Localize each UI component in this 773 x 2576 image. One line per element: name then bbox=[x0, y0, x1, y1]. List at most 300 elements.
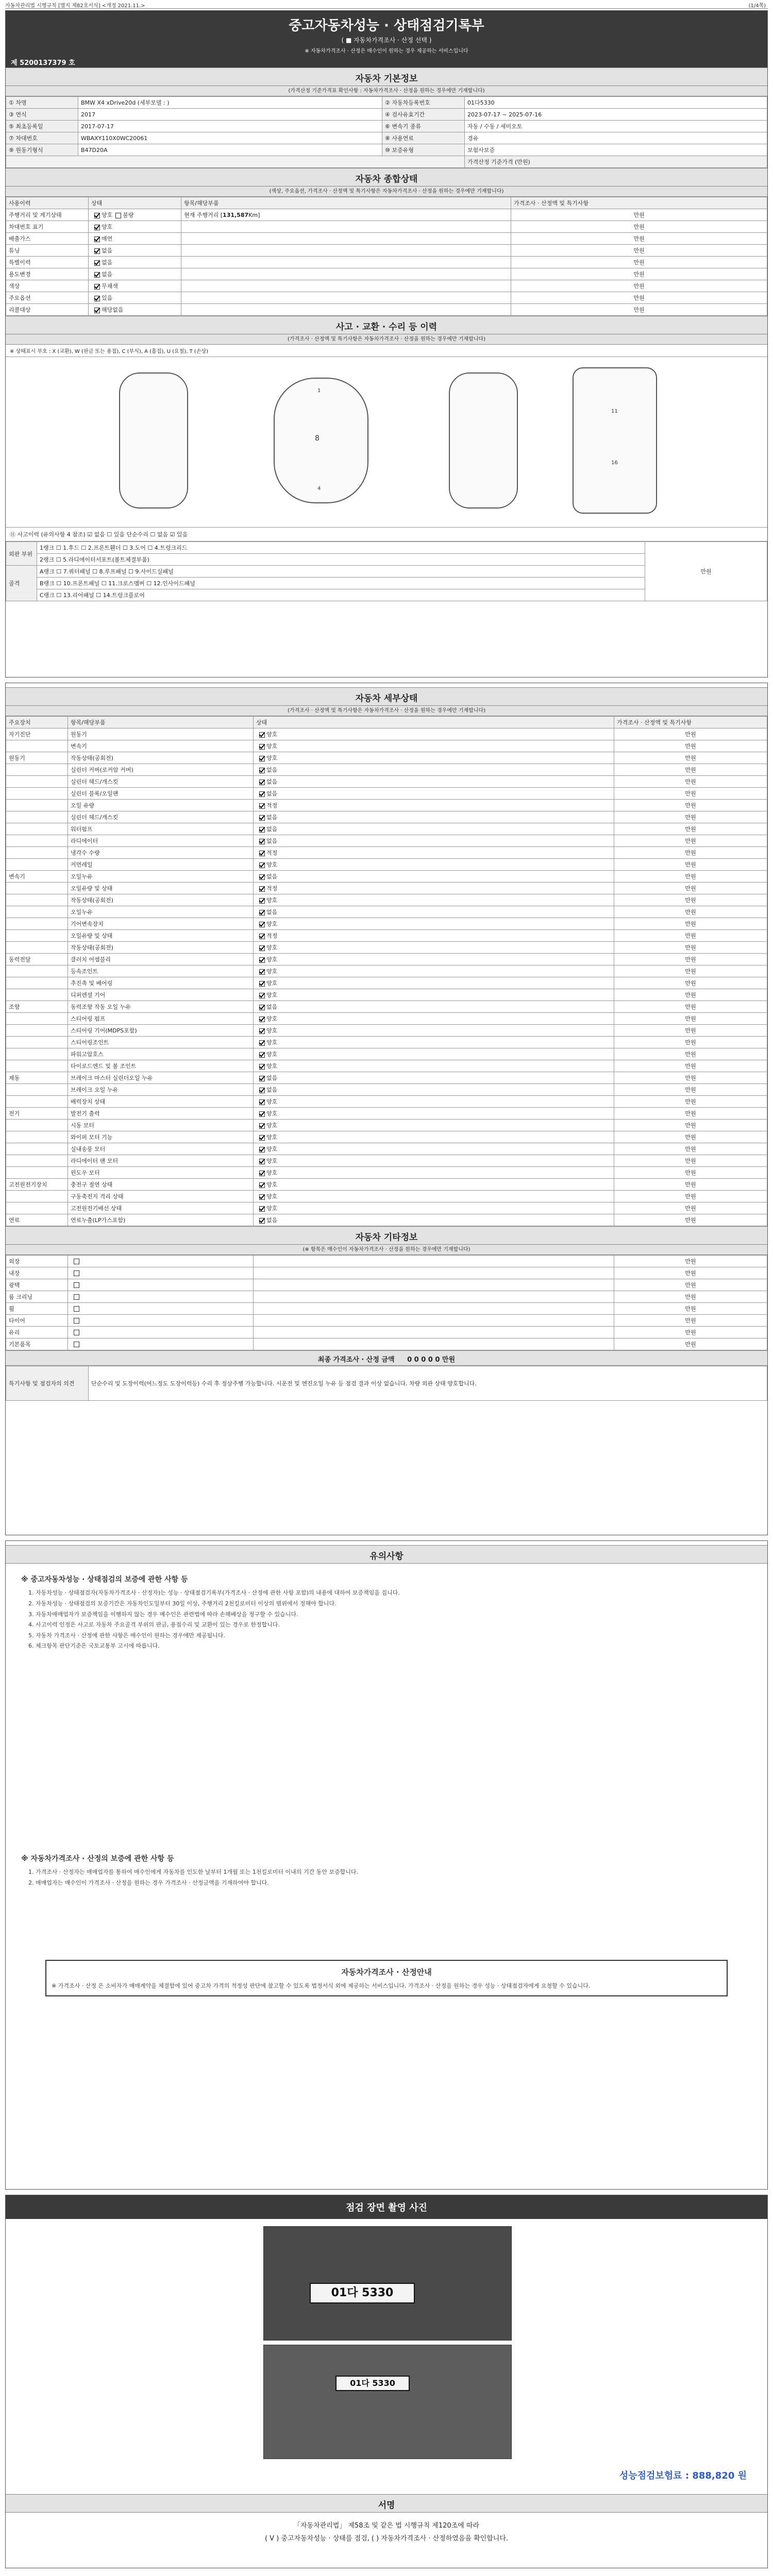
part-cell: 오일유량 및 상태 bbox=[68, 883, 254, 894]
status-cell bbox=[254, 1060, 614, 1072]
status-value: 적정 bbox=[266, 885, 278, 892]
status-cell bbox=[254, 728, 614, 740]
checkbox[interactable] bbox=[259, 945, 265, 951]
status-cell bbox=[254, 942, 614, 954]
device-cell bbox=[6, 1167, 68, 1179]
device-cell bbox=[6, 835, 68, 847]
checkbox[interactable] bbox=[94, 308, 100, 313]
price-cell: 만원 bbox=[614, 918, 767, 930]
table-row bbox=[6, 1025, 767, 1037]
status-value: 양호 bbox=[266, 968, 278, 975]
mileage-cell: 현재 주행거리 [131,587Km] bbox=[181, 209, 511, 221]
price-cell: 만원 bbox=[511, 245, 767, 257]
status-cell bbox=[254, 883, 614, 894]
price-value: 888,820 원 bbox=[692, 2470, 747, 2481]
service-note: ※ 자동차가격조사 · 산정은 매수인이 원하는 경우 제공하는 서비스입니다 bbox=[305, 48, 468, 54]
status-value: 양호 bbox=[266, 1051, 278, 1058]
cell-value: 01다5330 bbox=[465, 97, 767, 109]
table-row bbox=[6, 1131, 767, 1143]
table-row bbox=[6, 1096, 767, 1108]
price-cell: 만원 bbox=[614, 1013, 767, 1025]
status-value: 양호 bbox=[266, 861, 278, 868]
accident-history-heading: 사고 · 교환 · 수리 등 이력 bbox=[6, 316, 767, 334]
status-value: 양호 bbox=[266, 921, 278, 927]
checkbox[interactable] bbox=[259, 874, 265, 880]
checkbox[interactable] bbox=[94, 213, 100, 218]
column-header: 가격조사 · 산정액 및 특기사항 bbox=[511, 197, 767, 209]
device-cell: 제동 bbox=[6, 1072, 68, 1084]
part-cell: 커먼레일 bbox=[68, 859, 254, 871]
checkbox[interactable] bbox=[259, 1135, 265, 1141]
checkbox[interactable] bbox=[74, 1282, 79, 1288]
notes-paragraph: 2. 매매업자는 매수인이 가격조사 · 산정을 원하는 경우 가격조사 · 산정금액을 기재하여야 합니다. bbox=[28, 1879, 269, 1886]
checkbox[interactable] bbox=[94, 272, 100, 278]
column-header: 상태 bbox=[254, 717, 614, 728]
status-value: 양호 bbox=[266, 1181, 278, 1188]
table-row bbox=[6, 1366, 767, 1401]
status-value: 없음 bbox=[266, 909, 278, 916]
table-row bbox=[6, 280, 767, 292]
checkbox[interactable] bbox=[74, 1270, 79, 1276]
status-cell: 매연 bbox=[89, 233, 181, 245]
checkbox[interactable] bbox=[259, 1171, 265, 1176]
device-cell bbox=[6, 977, 68, 989]
checkbox[interactable] bbox=[259, 1099, 265, 1105]
price-cell: 만원 bbox=[511, 209, 767, 221]
checkbox[interactable] bbox=[74, 1259, 79, 1264]
price-cell: 만원 bbox=[614, 740, 767, 752]
device-cell bbox=[6, 942, 68, 954]
insurance-price bbox=[619, 2468, 747, 2482]
cell-value: WBAXY110X0WC20061 bbox=[78, 132, 382, 144]
part-cell: 변속기 bbox=[68, 740, 254, 752]
part-cell: 원동기 bbox=[68, 728, 254, 740]
table-row bbox=[6, 1256, 767, 1267]
item-label: 용도변경 bbox=[6, 268, 89, 280]
page-count: (1/4쪽) bbox=[748, 3, 766, 9]
checkbox[interactable] bbox=[259, 1159, 265, 1164]
price-cell: 만원 bbox=[614, 906, 767, 918]
status-cell bbox=[254, 1084, 614, 1096]
part-cell: 오일누유 bbox=[68, 906, 254, 918]
checkbox[interactable] bbox=[74, 1330, 79, 1335]
status-cell: 있음 bbox=[89, 292, 181, 304]
price-cell: 만원 bbox=[511, 292, 767, 304]
price-label: 성능점검보험료 : bbox=[619, 2470, 690, 2481]
table-row bbox=[6, 1072, 767, 1084]
item-label: 주행거리 및 계기상태 bbox=[6, 209, 89, 221]
checkbox[interactable] bbox=[259, 1123, 265, 1129]
part-cell: 배력장치 상태 bbox=[68, 1096, 254, 1108]
checkbox[interactable] bbox=[259, 1147, 265, 1153]
status-cell bbox=[254, 823, 614, 835]
checkbox[interactable] bbox=[259, 1040, 265, 1046]
table-row bbox=[6, 144, 767, 156]
price-cell: 만원 bbox=[614, 1143, 767, 1155]
car-right-side bbox=[449, 372, 518, 509]
part-cell: 워터펌프 bbox=[68, 823, 254, 835]
price-cell: 만원 bbox=[614, 764, 767, 776]
price-cell: 만원 bbox=[614, 859, 767, 871]
checkbox[interactable] bbox=[259, 1028, 265, 1034]
status-value: 양호 bbox=[266, 1110, 278, 1117]
status-value: 양호 bbox=[266, 1063, 278, 1070]
status-cell bbox=[254, 740, 614, 752]
table-row bbox=[6, 728, 767, 740]
part-cell: 기어변속장치 bbox=[68, 918, 254, 930]
checkbox[interactable] bbox=[259, 803, 265, 809]
overall-status-heading: 자동차 종합상태 bbox=[6, 168, 767, 187]
checkbox[interactable] bbox=[259, 1005, 265, 1010]
car-frame-view bbox=[573, 367, 657, 514]
price-cell: 만원 bbox=[614, 1072, 767, 1084]
overall-status-table bbox=[6, 197, 767, 316]
etc-status-cell bbox=[68, 1315, 254, 1327]
device-cell bbox=[6, 1084, 68, 1096]
item-label: 차대번호 표기 bbox=[6, 221, 89, 233]
table-row bbox=[6, 1338, 767, 1350]
status-value: 없음 bbox=[266, 838, 278, 844]
status-value: 양호 bbox=[266, 992, 278, 998]
item-detail bbox=[181, 245, 511, 257]
price-cell: 만원 bbox=[614, 1048, 767, 1060]
device-cell: 자기진단 bbox=[6, 728, 68, 740]
checkbox[interactable] bbox=[94, 284, 100, 290]
part-cell: 와이퍼 모터 기능 bbox=[68, 1131, 254, 1143]
checkbox[interactable] bbox=[74, 1318, 79, 1324]
table-row bbox=[6, 156, 767, 168]
cell-label: ① 차명 bbox=[6, 97, 78, 109]
device-cell bbox=[6, 1155, 68, 1167]
item-detail bbox=[181, 268, 511, 280]
table-row bbox=[6, 245, 767, 257]
item-detail bbox=[181, 221, 511, 233]
checkbox[interactable] bbox=[259, 839, 265, 844]
checkbox[interactable] bbox=[259, 969, 265, 975]
page-2 bbox=[5, 683, 768, 1535]
status-value: 양호 bbox=[266, 956, 278, 963]
price-cell: 만원 bbox=[614, 1096, 767, 1108]
checkbox[interactable] bbox=[259, 1016, 265, 1022]
etc-info-heading: 자동차 기타정보 bbox=[6, 1226, 767, 1245]
price-cell: 만원 bbox=[614, 1202, 767, 1214]
table-row bbox=[6, 121, 767, 132]
column-header: 가격조사 · 산정액 및 특기사항 bbox=[614, 717, 767, 728]
checkbox[interactable] bbox=[94, 296, 100, 301]
inspection-photo-rear bbox=[263, 2345, 512, 2459]
status-value: 양호 bbox=[266, 1146, 278, 1153]
status-cell bbox=[254, 1001, 614, 1013]
accident-summary: ⑪ 사고이력 (유의사항 4 참조) ☑ 없음 ☐ 있음 단순수리 ☐ 없음 ☑ 있음 bbox=[6, 528, 767, 541]
status-cell bbox=[254, 800, 614, 811]
device-cell bbox=[6, 1096, 68, 1108]
price-cell: 만원 bbox=[511, 304, 767, 316]
table-row bbox=[6, 906, 767, 918]
checkbox[interactable] bbox=[74, 1306, 79, 1312]
part-cell: 실내송풍 모터 bbox=[68, 1143, 254, 1155]
etc-detail-cell bbox=[254, 1279, 614, 1291]
notes-paragraph: 5. 자동차 가격조사 · 산정에 관한 사항은 매수인이 원하는 경우에만 제공됩니다. bbox=[28, 1632, 225, 1639]
checkbox[interactable] bbox=[259, 1111, 265, 1117]
device-cell: 조향 bbox=[6, 1001, 68, 1013]
row-header: 골격 bbox=[6, 566, 37, 601]
part-cell: 작동상태(공회전) bbox=[68, 752, 254, 764]
checkbox[interactable] bbox=[259, 1076, 265, 1081]
status-value: 양호 bbox=[266, 980, 278, 987]
price-cell: 만원 bbox=[614, 811, 767, 823]
checkbox[interactable] bbox=[259, 756, 265, 761]
checkbox[interactable] bbox=[259, 862, 265, 868]
table-row bbox=[6, 918, 767, 930]
checkbox[interactable] bbox=[259, 779, 265, 785]
checkbox[interactable] bbox=[94, 236, 100, 242]
part-cell: 타이로드엔드 및 볼 조인트 bbox=[68, 1060, 254, 1072]
checkbox[interactable] bbox=[259, 957, 265, 963]
status-cell bbox=[254, 776, 614, 788]
part-cell: 오일누유 bbox=[68, 871, 254, 883]
checkbox[interactable] bbox=[74, 1342, 79, 1347]
page-3 bbox=[5, 1540, 768, 2190]
final-price-heading bbox=[6, 1350, 767, 1366]
device-cell bbox=[6, 776, 68, 788]
checkbox[interactable] bbox=[259, 993, 265, 998]
signature-text: 「자동차관리법」 제58조 및 같은 법 시행규칙 제120조에 따라 bbox=[294, 2522, 479, 2530]
checkbox[interactable] bbox=[259, 1218, 265, 1224]
table-row bbox=[6, 847, 767, 859]
license-plate-rear: 01다 5330 bbox=[335, 2376, 410, 2391]
part-cell: 파워고압호스 bbox=[68, 1048, 254, 1060]
table-row bbox=[6, 965, 767, 977]
overall-status-note: (색상, 주요옵션, 가격조사 · 산정액 및 특기사항은 자동차가격조사 · 산정을 원하는 경우에만 기재합니다) bbox=[6, 187, 767, 197]
checkbox[interactable] bbox=[259, 910, 265, 916]
part-cell: 추진축 및 베어링 bbox=[68, 977, 254, 989]
status-value: 적정 bbox=[266, 802, 278, 809]
item-label: 특별이력 bbox=[6, 257, 89, 268]
price-cell: 만원 bbox=[614, 776, 767, 788]
device-cell bbox=[6, 800, 68, 811]
rank-row: B랭크 ☐ 10.프론트패널 ☐ 11.크로스멤버 ☐ 12.인사이드패널 bbox=[37, 578, 645, 589]
etc-item-label: 휠 bbox=[6, 1303, 68, 1315]
price-guide-title: 자동차가격조사 · 산정안내 bbox=[341, 1967, 432, 1977]
mileage-unit: Km bbox=[248, 212, 258, 218]
checkbox[interactable] bbox=[259, 922, 265, 927]
cell-label: ② 자동차등록번호 bbox=[382, 97, 465, 109]
etc-detail-cell bbox=[254, 1256, 614, 1267]
status-value: 없음 bbox=[266, 1004, 278, 1010]
price-cell: 만원 bbox=[614, 1167, 767, 1179]
table-row bbox=[6, 823, 767, 835]
item-detail bbox=[181, 304, 511, 316]
status-value: 양호 bbox=[266, 743, 278, 750]
cell-value bbox=[6, 156, 465, 168]
table-row bbox=[6, 1179, 767, 1191]
notes-section-1: ※ 중고자동차성능 · 상태점검의 보증에 관한 사항 등 bbox=[21, 1575, 188, 1584]
checkbox[interactable] bbox=[74, 1294, 79, 1300]
part-cell: 작동상태(공회전) bbox=[68, 894, 254, 906]
photo-heading: 점검 장면 촬영 사진 bbox=[6, 2195, 767, 2219]
item-label: 주요옵션 bbox=[6, 292, 89, 304]
price-cell: 만원 bbox=[614, 1001, 767, 1013]
device-cell bbox=[6, 764, 68, 776]
item-label: 색상 bbox=[6, 280, 89, 292]
checkbox[interactable] bbox=[259, 1206, 265, 1212]
part-cell: 오일유량 및 상태 bbox=[68, 930, 254, 942]
price-cell: 만원 bbox=[511, 257, 767, 268]
status-value: 없음 bbox=[266, 790, 278, 797]
status-cell: 해당없음 bbox=[89, 304, 181, 316]
etc-detail-cell bbox=[254, 1338, 614, 1350]
table-row bbox=[6, 788, 767, 800]
etc-status-cell bbox=[68, 1267, 254, 1279]
device-cell bbox=[6, 1202, 68, 1214]
cell-value: 2023-07-17 ~ 2025-07-16 bbox=[465, 109, 767, 121]
basic-info-note: (가격산정 기준가격표 확인사항 : 자동차가격조사 · 산정을 원하는 경우에만 기재합니다) bbox=[6, 86, 767, 96]
device-cell: 원동기 bbox=[6, 752, 68, 764]
detail-status-note: (가격조사 · 산정액 및 특기사항은 자동차가격조사 · 산정을 원하는 경우에만 기재합니다) bbox=[6, 706, 767, 716]
checkbox[interactable] bbox=[259, 934, 265, 939]
checkbox[interactable] bbox=[259, 1052, 265, 1058]
checkbox[interactable] bbox=[259, 732, 265, 738]
status-cell bbox=[254, 894, 614, 906]
special-notes-text: 단순수리 및 도장이력(어느정도 도장이력등) 수리 후 정상주행 가능합니다. 시운전 및 엔진오일 누유 등 점검 결과 이상 없습니다. 차량 외관 상태 양호합니다. bbox=[89, 1366, 767, 1401]
price-cell: 만원 bbox=[511, 233, 767, 245]
table-row bbox=[6, 776, 767, 788]
status-cell: 양호 불량 bbox=[89, 209, 181, 221]
checkbox[interactable] bbox=[259, 898, 265, 904]
price-cell: 만원 bbox=[614, 942, 767, 954]
checkbox[interactable] bbox=[259, 886, 265, 892]
cell-label: ⑤ 최초등록일 bbox=[6, 121, 78, 132]
table-row bbox=[6, 292, 767, 304]
rank-row: 1랭크 ☐ 1.후드 ☐ 2.프론트휀더 ☐ 3.도어 ☐ 4.트렁크리드 bbox=[37, 542, 645, 554]
table-row bbox=[6, 233, 767, 245]
cell-value: BMW X4 xDrive20d (세부모델 : ) bbox=[78, 97, 382, 109]
item-label: 튜닝 bbox=[6, 245, 89, 257]
part-cell: 동력조향 작동 오일 누유 bbox=[68, 1001, 254, 1013]
device-cell bbox=[6, 1037, 68, 1048]
part-cell: 라디에이터 bbox=[68, 835, 254, 847]
checkbox[interactable] bbox=[259, 981, 265, 987]
table-row bbox=[6, 1315, 767, 1327]
table-row bbox=[6, 883, 767, 894]
checkbox[interactable] bbox=[259, 815, 265, 821]
checkbox[interactable] bbox=[259, 1194, 265, 1200]
table-row bbox=[6, 1060, 767, 1072]
item-detail bbox=[181, 233, 511, 245]
part-cell: 실린더 헤드/개스킷 bbox=[68, 776, 254, 788]
price-cell: 만원 bbox=[614, 1327, 767, 1338]
checkbox[interactable] bbox=[259, 791, 265, 797]
device-cell bbox=[6, 811, 68, 823]
device-cell bbox=[6, 918, 68, 930]
part-number: 1 bbox=[317, 388, 321, 394]
price-guide-box bbox=[45, 1960, 728, 1997]
status-value: 없음 bbox=[266, 826, 278, 833]
device-cell bbox=[6, 1013, 68, 1025]
price-cell: 만원 bbox=[614, 1267, 767, 1279]
checkbox[interactable] bbox=[259, 1064, 265, 1070]
status-cell bbox=[254, 1025, 614, 1037]
page-subtitle: ( ■ 자동차가격조사 · 산정 선택 ) bbox=[341, 37, 432, 44]
checkbox[interactable] bbox=[259, 1182, 265, 1188]
status-value: 양호 bbox=[266, 1027, 278, 1034]
table-row bbox=[6, 1155, 767, 1167]
table-row bbox=[6, 1048, 767, 1060]
table-header-row bbox=[6, 197, 767, 209]
status-cell bbox=[254, 1143, 614, 1155]
table-row bbox=[6, 977, 767, 989]
table-row bbox=[6, 752, 767, 764]
signature-heading: 서명 bbox=[6, 2494, 767, 2513]
part-cell: 스티어링 기어(MDPS포함) bbox=[68, 1025, 254, 1037]
part-cell: 충전구 절연 상태 bbox=[68, 1179, 254, 1191]
etc-status-cell bbox=[68, 1303, 254, 1315]
status-value: 양호 bbox=[266, 1015, 278, 1022]
price-cell: 만원 bbox=[614, 1155, 767, 1167]
status-cell bbox=[254, 1131, 614, 1143]
checkbox[interactable] bbox=[94, 260, 100, 266]
price-cell: 만원 bbox=[614, 1303, 767, 1315]
checkbox[interactable] bbox=[259, 851, 265, 856]
checkbox[interactable] bbox=[259, 1088, 265, 1093]
part-cell: 작동상태(공회전) bbox=[68, 942, 254, 954]
title-band bbox=[6, 11, 767, 67]
status-cell: 양호 bbox=[89, 221, 181, 233]
price-cell: 만원 bbox=[614, 788, 767, 800]
device-cell bbox=[6, 965, 68, 977]
status-value: 양호 bbox=[266, 944, 278, 951]
table-row bbox=[6, 1267, 767, 1279]
etc-status-cell bbox=[68, 1327, 254, 1338]
table-row bbox=[6, 1214, 767, 1226]
status-cell bbox=[254, 811, 614, 823]
etc-status-cell bbox=[68, 1256, 254, 1267]
checkbox[interactable] bbox=[94, 248, 100, 254]
table-row bbox=[6, 1120, 767, 1131]
status-value: 양호 bbox=[266, 1170, 278, 1176]
part-cell: 오일 유량 bbox=[68, 800, 254, 811]
table-row bbox=[6, 871, 767, 883]
table-row bbox=[6, 954, 767, 965]
item-detail bbox=[181, 292, 511, 304]
part-cell: 브레이크 오일 누유 bbox=[68, 1084, 254, 1096]
etc-item-label: 기본품목 bbox=[6, 1338, 68, 1350]
checkbox[interactable] bbox=[259, 827, 265, 833]
status-cell bbox=[254, 1191, 614, 1202]
status-cell bbox=[254, 1120, 614, 1131]
status-value: 적정 bbox=[266, 933, 278, 939]
device-cell bbox=[6, 1120, 68, 1131]
notes-heading: 유의사항 bbox=[6, 1545, 767, 1564]
table-row bbox=[6, 132, 767, 144]
price-cell: 만원 bbox=[614, 823, 767, 835]
item-detail bbox=[181, 257, 511, 268]
checkbox[interactable] bbox=[94, 225, 100, 230]
price-cell: 만원 bbox=[614, 1108, 767, 1120]
form-header bbox=[5, 1, 768, 9]
checkbox[interactable] bbox=[259, 744, 265, 750]
form-reference: 자동차관리법 시행규칙 [별지 제82호서식] <개정 2021.11.> bbox=[5, 3, 145, 9]
checkbox[interactable] bbox=[115, 213, 121, 218]
table-row bbox=[6, 989, 767, 1001]
notes-body bbox=[6, 1564, 767, 2002]
price-cell: 만원 bbox=[614, 930, 767, 942]
checkbox[interactable] bbox=[259, 768, 265, 773]
part-cell: 발전기 출력 bbox=[68, 1108, 254, 1120]
price-cell: 만원 bbox=[614, 977, 767, 989]
page-title: 중고자동차성능 · 상태점검기록부 bbox=[289, 18, 484, 33]
part-number: 8 bbox=[315, 434, 320, 443]
